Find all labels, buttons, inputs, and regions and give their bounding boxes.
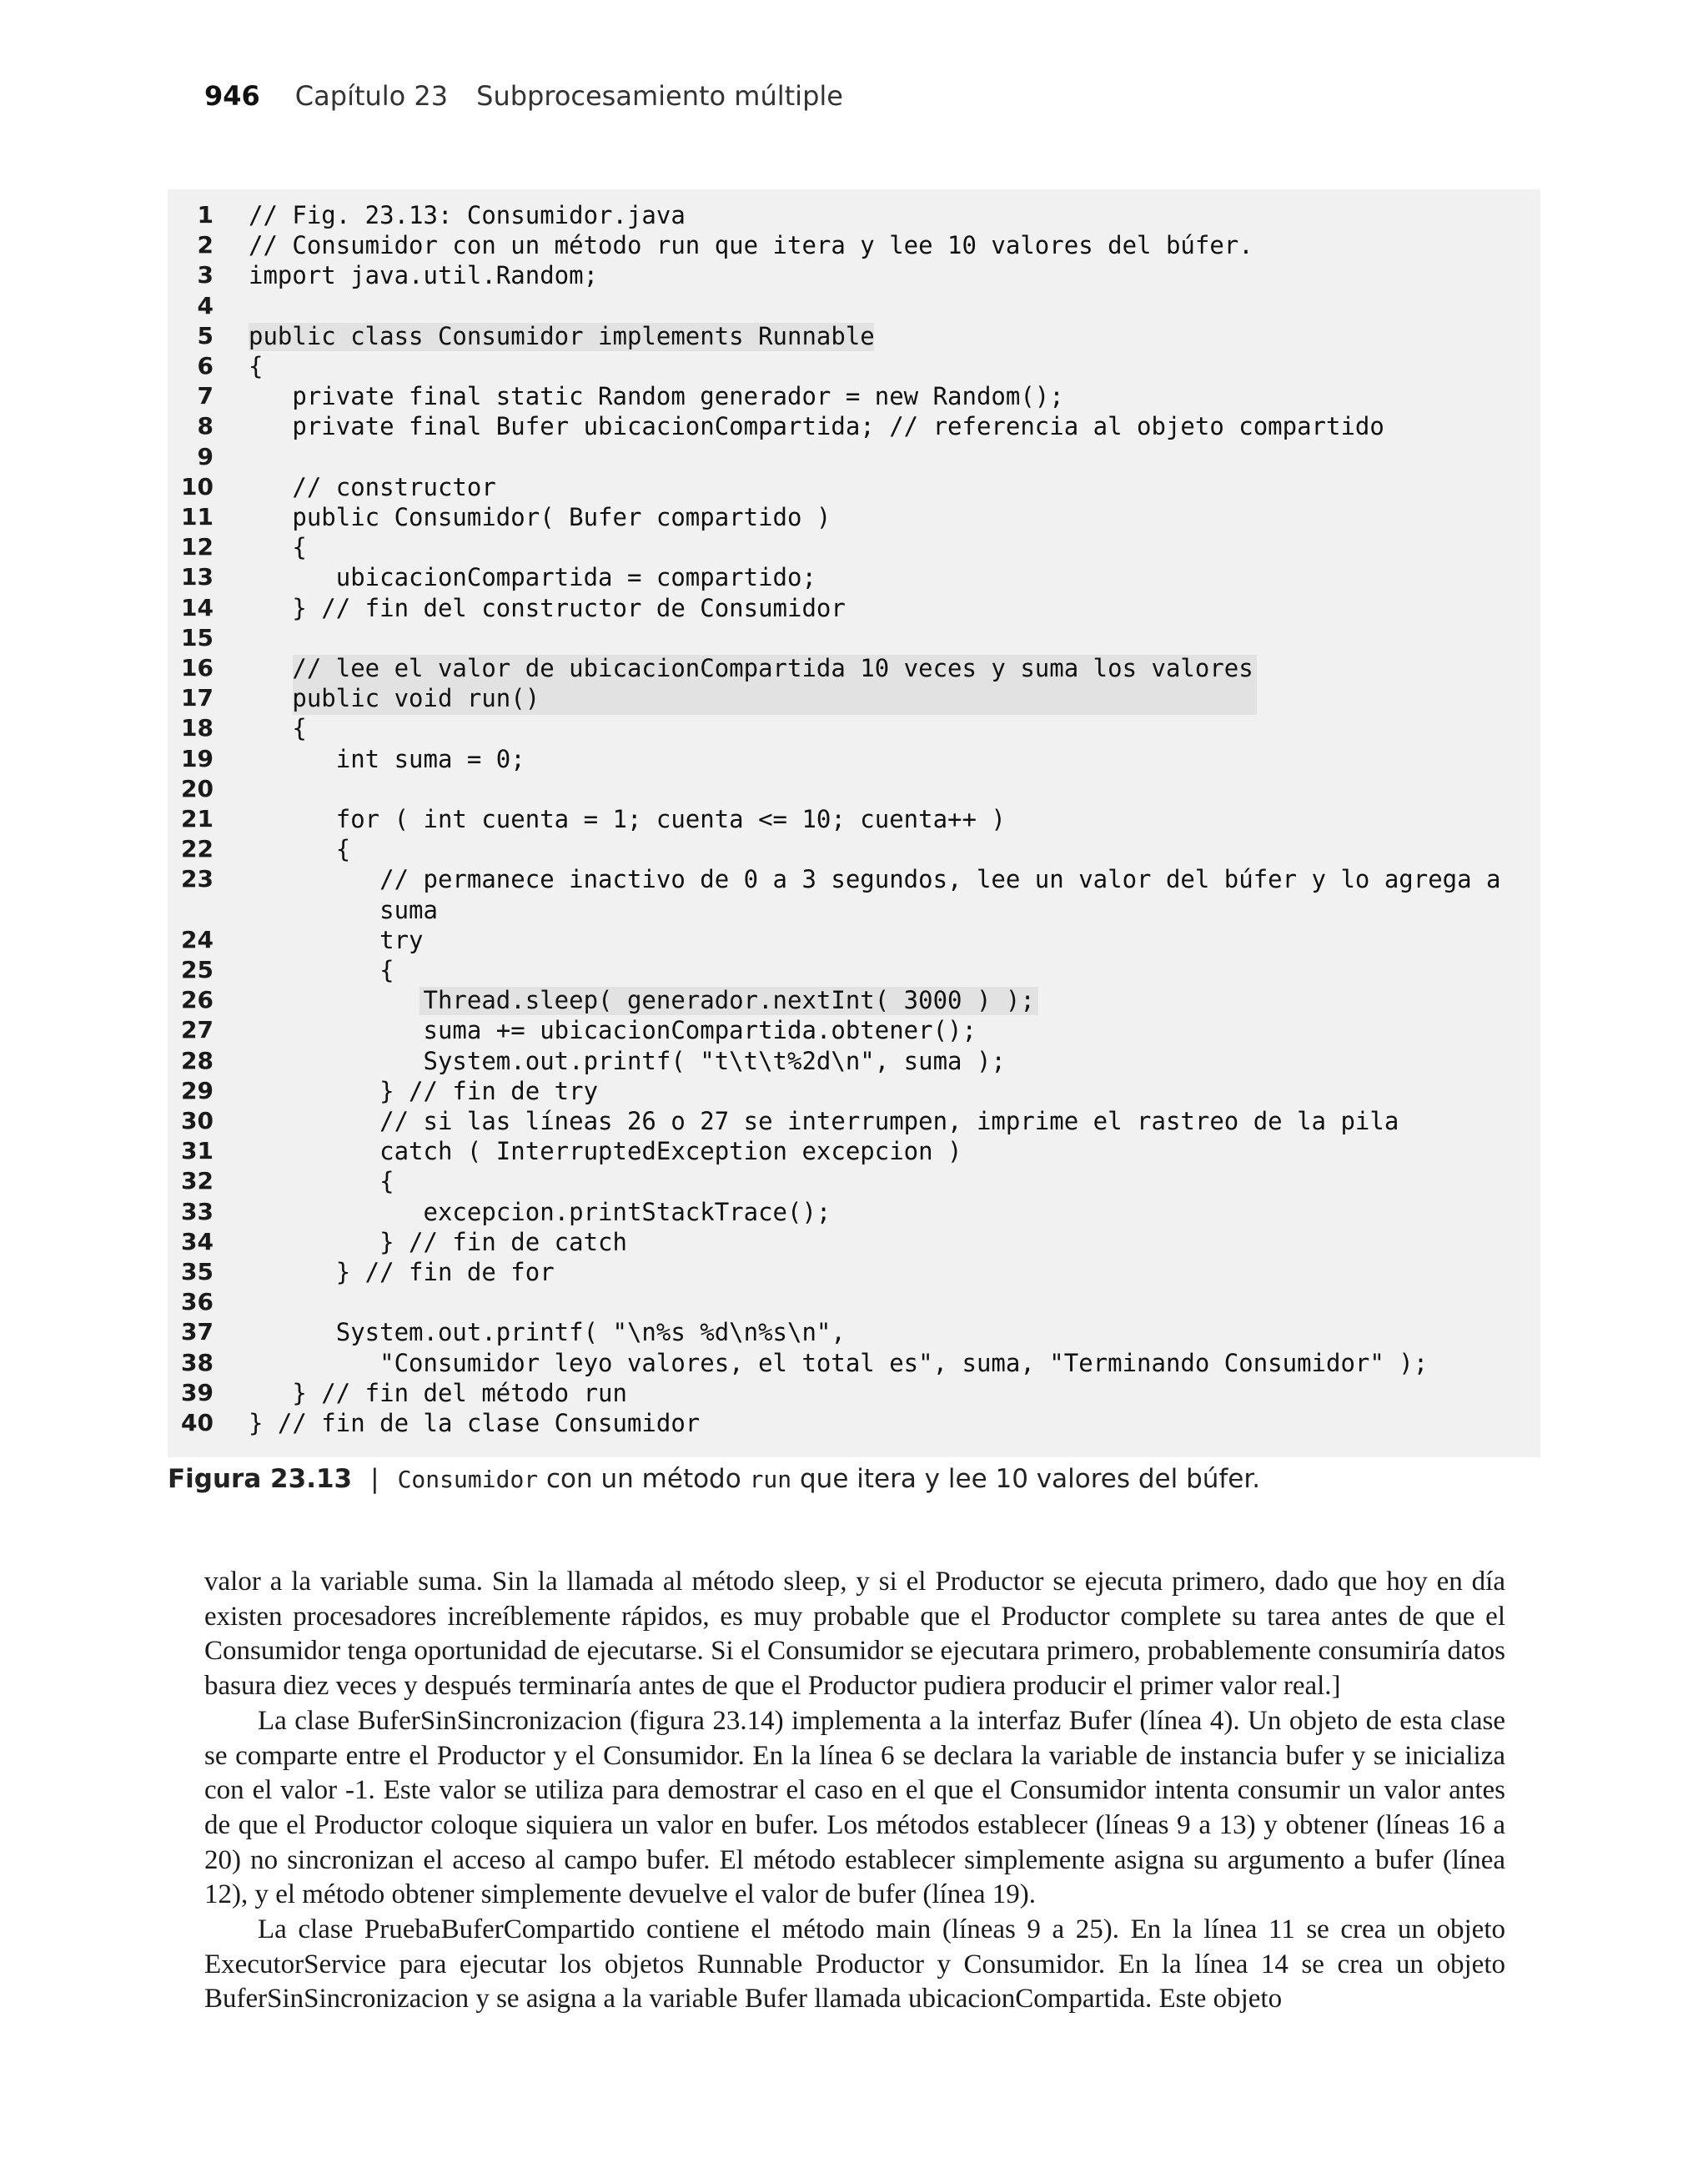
code-text: for ( int cuenta = 1; cuenta <= 10; cuenta++ ) bbox=[249, 805, 1006, 833]
code-text: } // fin de la clase Consumidor bbox=[249, 1409, 701, 1437]
line-number: 13 bbox=[181, 563, 214, 591]
code-line bbox=[168, 230, 1540, 260]
code-line bbox=[168, 1257, 1540, 1287]
line-number: 38 bbox=[181, 1348, 214, 1376]
code-line bbox=[168, 442, 1540, 472]
code-line bbox=[168, 623, 1540, 653]
code-text: import java.util.Random; bbox=[249, 261, 599, 290]
line-number: 12 bbox=[181, 533, 214, 561]
paragraph-3: La clase PruebaBuferCompartido contiene el método main (líneas 9 a 25). En la línea 11 se crea un objeto ExecutorService para ejecutar los objetos Runnable Productor y Consumidor. En la línea 14 se crea un objeto BuferSinSincronizacion y se asigna a la variable Bufer llamada ubicacionCompartida. Este objeto bbox=[204, 1914, 1505, 2015]
code-line bbox=[168, 260, 1540, 290]
code-line bbox=[168, 1227, 1540, 1257]
line-number: 23 bbox=[181, 865, 214, 893]
line-number: 17 bbox=[181, 684, 214, 712]
line-number: 6 bbox=[197, 352, 214, 380]
code-listing bbox=[168, 189, 1540, 1457]
line-number: 39 bbox=[181, 1378, 214, 1406]
line-number: 3 bbox=[197, 261, 214, 289]
code-line bbox=[168, 1015, 1540, 1045]
line-number: 26 bbox=[181, 986, 214, 1014]
figure-caption bbox=[168, 1464, 1260, 1494]
line-number: 8 bbox=[197, 412, 214, 440]
line-number: 14 bbox=[181, 593, 214, 621]
code-text: public void run() bbox=[249, 684, 540, 713]
line-number: 37 bbox=[181, 1318, 214, 1346]
code-text: Thread.sleep( generador.nextInt( 3000 ) ); bbox=[249, 986, 1035, 1015]
line-number: 7 bbox=[197, 382, 214, 410]
code-text: System.out.printf( "t\t\t%2d\n", suma ); bbox=[249, 1046, 1006, 1075]
chapter-label: Capítulo 23 bbox=[294, 80, 449, 112]
code-text: { bbox=[249, 714, 307, 743]
caption-separator: | bbox=[370, 1464, 379, 1494]
code-line bbox=[168, 834, 1540, 864]
code-text: private final Bufer ubicacionCompartida; // referencia al objeto compartido bbox=[249, 412, 1384, 441]
code-line bbox=[168, 1106, 1540, 1136]
code-line bbox=[168, 200, 1540, 230]
chapter-title: Subprocesamiento múltiple bbox=[476, 80, 843, 112]
line-number: 25 bbox=[181, 956, 214, 983]
code-text: // constructor bbox=[249, 472, 496, 501]
code-line bbox=[168, 1136, 1540, 1166]
line-number: 27 bbox=[181, 1016, 214, 1044]
code-line bbox=[168, 1317, 1540, 1347]
code-text: public Consumidor( Bufer compartido ) bbox=[249, 503, 831, 531]
code-line bbox=[168, 1197, 1540, 1227]
code-line bbox=[168, 411, 1540, 441]
code-line bbox=[168, 774, 1540, 804]
line-number: 2 bbox=[197, 231, 214, 259]
line-number: 18 bbox=[181, 714, 214, 742]
line-number: 32 bbox=[181, 1167, 214, 1195]
code-line bbox=[168, 653, 1540, 683]
line-number: 30 bbox=[181, 1107, 214, 1134]
code-text: // Consumidor con un método run que itera y lee 10 valores del búfer. bbox=[249, 231, 1253, 260]
code-text: } // fin de try bbox=[249, 1076, 599, 1105]
code-text: } // fin de catch bbox=[249, 1227, 627, 1256]
caption-text-1: con un método bbox=[538, 1464, 750, 1494]
code-text: { bbox=[249, 352, 264, 380]
code-line bbox=[168, 1408, 1540, 1438]
code-text: // lee el valor de ubicacionCompartida 10 veces y suma los valores bbox=[249, 654, 1253, 682]
code-text: System.out.printf( "\n%s %d\n%s\n", bbox=[249, 1318, 846, 1347]
figure-label: Figura 23.13 bbox=[168, 1464, 353, 1494]
code-line bbox=[168, 472, 1540, 502]
paragraph-1: valor a la variable suma. Sin la llamada al método sleep, y si el Productor se ejecuta primero, dado que hoy en día existen procesadores increíblemente rápidos, es muy probable que el Productor complete su tarea antes de que el Consumidor tenga oportunidad de ejecutarse. Si el Consumidor se ejecutara primero, probablemente consumiría datos basura diez veces y después terminaría antes de que el Productor pudiera producir el primer valor real.] bbox=[204, 1567, 1505, 1702]
line-number: 10 bbox=[181, 472, 214, 500]
line-number: 9 bbox=[197, 442, 214, 470]
line-number: 28 bbox=[181, 1046, 214, 1074]
code-text: "Consumidor leyo valores, el total es", suma, "Terminando Consumidor" ); bbox=[249, 1348, 1429, 1377]
line-number: 16 bbox=[181, 654, 214, 682]
code-line bbox=[168, 925, 1540, 955]
line-number: 40 bbox=[181, 1409, 214, 1436]
code-text: } // fin del método run bbox=[249, 1378, 627, 1407]
code-line bbox=[168, 532, 1540, 562]
code-line bbox=[168, 804, 1540, 834]
code-line bbox=[168, 502, 1540, 532]
code-line bbox=[168, 1166, 1540, 1196]
code-line bbox=[168, 683, 1540, 713]
line-number: 22 bbox=[181, 835, 214, 863]
line-number: 1 bbox=[197, 201, 214, 229]
line-number: 11 bbox=[181, 503, 214, 531]
line-number: 4 bbox=[197, 291, 214, 319]
code-line bbox=[168, 985, 1540, 1015]
code-line bbox=[168, 955, 1540, 985]
line-number: 19 bbox=[181, 744, 214, 772]
page-number: 946 bbox=[204, 80, 260, 112]
code-text: private final static Random generador = new Random(); bbox=[249, 382, 1064, 411]
code-line bbox=[168, 291, 1540, 321]
code-line bbox=[168, 864, 1540, 894]
line-number: 34 bbox=[181, 1227, 214, 1255]
code-text: { bbox=[249, 835, 351, 864]
code-line bbox=[168, 593, 1540, 623]
line-number: 36 bbox=[181, 1288, 214, 1316]
code-text: int suma = 0; bbox=[249, 744, 525, 773]
code-text: { bbox=[249, 1167, 394, 1196]
line-number: 29 bbox=[181, 1076, 214, 1104]
line-number: 5 bbox=[197, 321, 214, 350]
line-number: 21 bbox=[181, 805, 214, 832]
code-text: // si las líneas 26 o 27 se interrumpen, imprime el rastreo de la pila bbox=[249, 1107, 1399, 1135]
code-line bbox=[168, 713, 1540, 743]
caption-code-word: Consumidor bbox=[397, 1466, 539, 1493]
line-number: 35 bbox=[181, 1258, 214, 1285]
line-number: 31 bbox=[181, 1137, 214, 1165]
code-text: suma += ubicacionCompartida.obtener(); bbox=[249, 1016, 977, 1045]
code-line bbox=[168, 321, 1540, 351]
body-text bbox=[204, 1565, 1505, 2017]
line-number: 33 bbox=[181, 1197, 214, 1225]
code-line bbox=[168, 1348, 1540, 1378]
page-header bbox=[204, 80, 843, 112]
code-text: } // fin de for bbox=[249, 1258, 555, 1286]
code-text: // permanece inactivo de 0 a 3 segundos, lee un valor del búfer y lo agrega a bbox=[249, 865, 1501, 894]
code-text: // Fig. 23.13: Consumidor.java bbox=[249, 201, 686, 229]
code-text: ubicacionCompartida = compartido; bbox=[249, 563, 816, 592]
code-line bbox=[168, 1287, 1540, 1317]
code-text: { bbox=[249, 533, 307, 562]
code-line bbox=[168, 895, 1540, 925]
code-line bbox=[168, 351, 1540, 381]
code-line bbox=[168, 381, 1540, 411]
code-text: } // fin del constructor de Consumidor bbox=[249, 593, 846, 622]
paragraph-2: La clase BuferSinSincronizacion (figura 23.14) implementa a la interfaz Bufer (línea 4). Un objeto de esta clase se comparte entre el Productor y el Consumidor. En la línea 6 se declara la variable de instancia bufer y se inicializa con el valor -1. Este valor se utiliza para demostrar el caso en el que el Consumidor intenta consumir un valor antes de que el Productor coloque siquiera un valor en bufer. Los métodos establecer (líneas 9 a 13) y obtener (líneas 16 a 20) no sincronizan el acceso al campo bufer. El método establecer simplemente asigna su argumento a bufer (línea 12), y el método obtener simplemente devuelve el valor de bufer (línea 19). bbox=[204, 1705, 1505, 1910]
line-number: 15 bbox=[181, 623, 214, 651]
line-number: 24 bbox=[181, 925, 214, 953]
line-number: 20 bbox=[181, 774, 214, 802]
code-text: { bbox=[249, 956, 394, 984]
caption-text-2: que itera y lee 10 valores del búfer. bbox=[791, 1464, 1261, 1494]
code-text: catch ( InterruptedException excepcion ) bbox=[249, 1137, 962, 1166]
code-text: suma bbox=[249, 895, 438, 924]
caption-code-word-2: run bbox=[749, 1466, 792, 1493]
code-text: try bbox=[249, 925, 424, 954]
code-line bbox=[168, 1378, 1540, 1408]
code-text: excepcion.printStackTrace(); bbox=[249, 1197, 831, 1226]
code-line bbox=[168, 1076, 1540, 1106]
code-line bbox=[168, 562, 1540, 592]
code-line bbox=[168, 1046, 1540, 1076]
code-text: public class Consumidor implements Runnable bbox=[249, 321, 875, 350]
code-line bbox=[168, 744, 1540, 774]
